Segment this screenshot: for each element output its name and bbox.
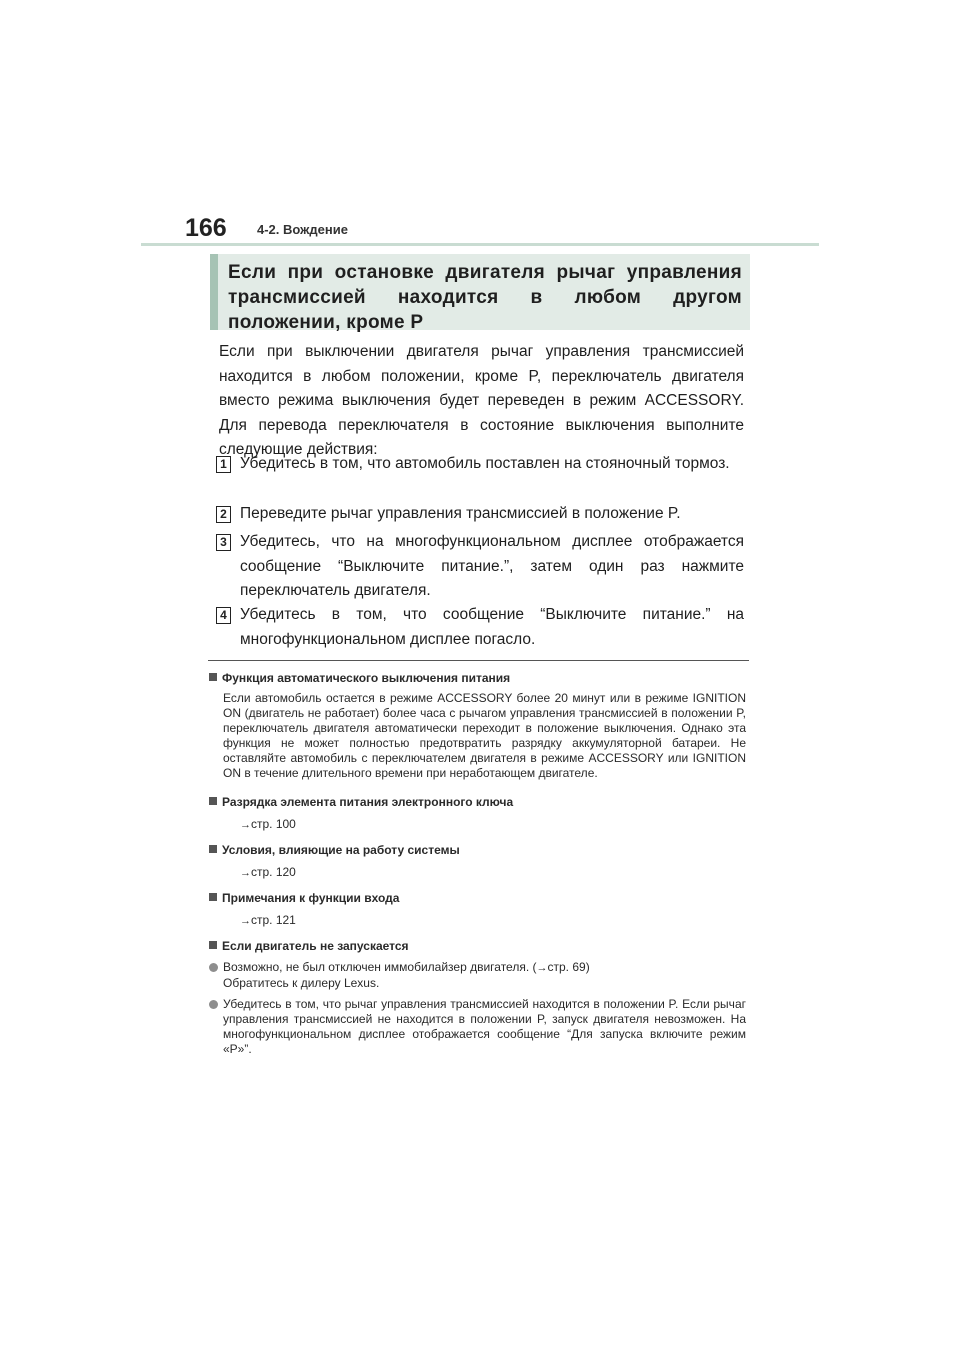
square-bullet-icon [209, 893, 217, 901]
step-3 [216, 530, 744, 604]
step-4 [216, 603, 744, 652]
notes-section [208, 670, 746, 1057]
page-number: 166 [185, 214, 227, 242]
square-bullet-icon [209, 673, 217, 681]
note-conditions [208, 842, 746, 881]
step-text: Убедитесь, что на многофункциональном дисплее отображается сообщение “Выключите питание.”, затем один раз нажмите переключатель двигателя. [240, 533, 744, 599]
list-item: Возможно, не был отключен иммобилайзер двигателя. (→стр. 69) Обратитесь к дилеру Lexus. [208, 960, 746, 991]
note-auto-off [208, 670, 746, 781]
step-text: Убедитесь в том, что сообщение “Выключите питание.” на многофункциональном дисплее погасло. [240, 606, 744, 648]
step-number-badge: 1 [216, 456, 231, 473]
section-title: Если при остановке двигателя рычаг управления трансмиссией находится в любом другом положении, кроме P [228, 262, 742, 333]
page-reference-link[interactable]: стр. 121 [251, 913, 296, 927]
note-heading: Если двигатель не запускается [222, 939, 409, 953]
arrow-icon: → [240, 915, 251, 927]
note-body: Если автомобиль остается в режиме ACCESSORY более 20 минут или в режиме IGNITION ON (двигатель не работает) более часа с рычагом управления трансмиссией в положении P, переключатель двигателя автоматически переходит в положение выключения. Однако эта функция не может полностью предотвратить разрядку аккумуляторной батареи. Не оставляйте автомобиль с переключателем двигателя в режиме ACCESSORY или IGNITION ON в течение длительного времени при неработающем двигателе. [223, 691, 746, 780]
step-text: Переведите рычаг управления трансмиссией в положение P. [240, 505, 681, 522]
step-text: Убедитесь в том, что автомобиль поставлен на стояночный тормоз. [240, 455, 730, 472]
section-label: 4-2. Вождение [257, 222, 348, 237]
square-bullet-icon [209, 797, 217, 805]
section-divider [208, 660, 749, 661]
header-rule [141, 243, 819, 246]
note-heading: Примечания к функции входа [222, 891, 400, 905]
circle-bullet-icon [209, 1000, 218, 1009]
note-heading: Разрядка элемента питания электронного ключа [222, 795, 514, 809]
arrow-icon: → [536, 962, 548, 974]
arrow-icon: → [240, 867, 251, 879]
step-number-badge: 4 [216, 607, 231, 624]
square-bullet-icon [209, 941, 217, 949]
arrow-icon: → [240, 819, 251, 831]
page-reference-link[interactable]: стр. 69 [547, 960, 586, 974]
list-item [208, 997, 746, 1057]
note-heading: Условия, влияющие на работу системы [222, 843, 460, 857]
step-1 [216, 452, 744, 477]
page-reference-link[interactable]: стр. 120 [251, 865, 296, 879]
square-bullet-icon [209, 845, 217, 853]
step-2 [216, 502, 744, 527]
note-no-start [208, 938, 746, 1057]
list-item-text: Убедитесь в том, что рычаг управления трансмиссией находится в положении P. Если рычаг управления трансмиссией не находится в положении P, запуск двигателя невозможен. На многофункциональном дисплее отображается сообщение “Для запуска включите режим «P»”. [223, 997, 746, 1056]
step-number-badge: 2 [216, 506, 231, 523]
note-entry [208, 890, 746, 929]
circle-bullet-icon [209, 963, 218, 972]
section-title-box [210, 254, 750, 333]
list-item-line: Обратитесь к дилеру Lexus. [223, 976, 380, 990]
intro-paragraph: Если при выключении двигателя рычаг управления трансмиссией находится в любом положении, кроме P, переключатель двигателя вместо режима выключения будет переведен в режим ACCESSORY. Для перевода переключателя в состояние выключения выполните следующие действия: [219, 343, 744, 458]
step-number-badge: 3 [216, 534, 231, 551]
page-reference-link[interactable]: стр. 100 [251, 817, 296, 831]
note-key-battery [208, 794, 746, 833]
note-heading: Функция автоматического выключения питания [222, 671, 511, 685]
